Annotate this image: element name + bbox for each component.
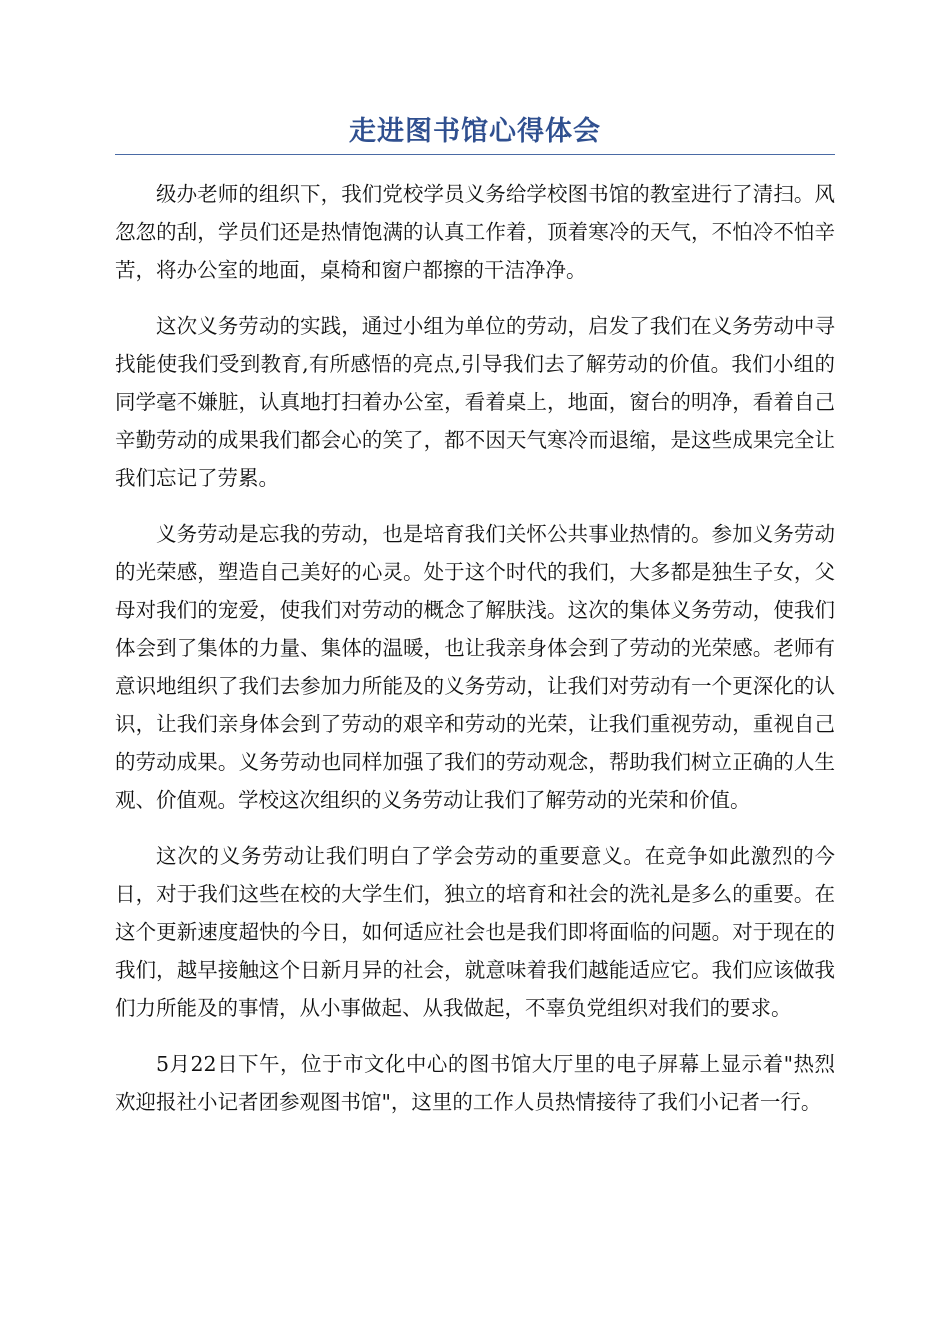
document-body <box>115 175 835 1139</box>
title-underline <box>115 154 835 155</box>
paragraph-5: 5月22日下午，位于市文化中心的图书馆大厅里的电子屏幕上显示着"热烈欢迎报社小记者团参观图书馆"，这里的工作人员热情接待了我们小记者一行。 <box>115 1052 835 1114</box>
paragraph-4: 这次的义务劳动让我们明白了学会劳动的重要意义。在竞争如此激烈的今日，对于我们这些在校的大学生们，独立的培育和社会的洗礼是多么的重要。在这个更新速度超快的今日，如何适应社会也是我们即将面临的问题。对于现在的我们，越早接触这个日新月异的社会，就意味着我们越能适应它。我们应该做我们力所能及的事情，从小事做起、从我做起，不辜负党组织对我们的要求。 <box>115 844 835 1020</box>
paragraph-2: 这次义务劳动的实践，通过小组为单位的劳动，启发了我们在义务劳动中寻找能使我们受到教育,有所感悟的亮点,引导我们去了解劳动的价值。我们小组的同学毫不嫌脏，认真地打扫着办公室，看着桌上，地面，窗台的明净，看着自己辛勤劳动的成果我们都会心的笑了，都不因天气寒冷而退缩，是这些成果完全让我们忘记了劳累。 <box>115 314 835 490</box>
document-title: 走进图书馆心得体会 <box>349 116 601 147</box>
paragraph-1: 级办老师的组织下，我们党校学员义务给学校图书馆的教室进行了清扫。风忽忽的刮，学员们还是热情饱满的认真工作着，顶着寒冷的天气，不怕冷不怕辛苦，将办公室的地面，桌椅和窗户都擦的干洁净净。 <box>115 182 835 282</box>
paragraph-3: 义务劳动是忘我的劳动，也是培育我们关怀公共事业热情的。参加义务劳动的光荣感，塑造自己美好的心灵。处于这个时代的我们，大多都是独生子女，父母对我们的宠爱，使我们对劳动的概念了解肤浅。这次的集体义务劳动，使我们体会到了集体的力量、集体的温暖，也让我亲身体会到了劳动的光荣感。老师有意识地组织了我们去参加力所能及的义务劳动，让我们对劳动有一个更深化的认识，让我们亲身体会到了劳动的艰辛和劳动的光荣，让我们重视劳动，重视自己的劳动成果。义务劳动也同样加强了我们的劳动观念，帮助我们树立正确的人生观、价值观。学校这次组织的义务劳动让我们了解劳动的光荣和价值。 <box>115 522 835 812</box>
